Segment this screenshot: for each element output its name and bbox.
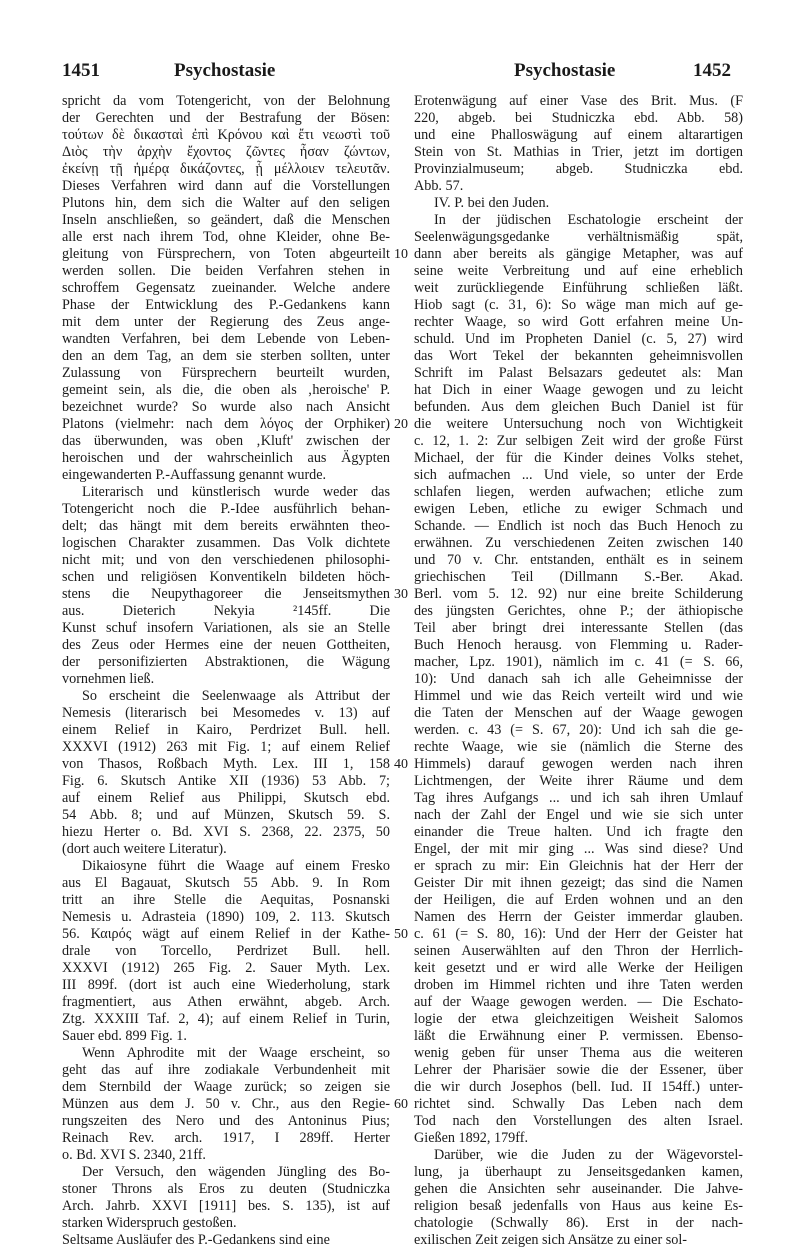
text-line: Der Versuch, den wägenden Jüngling des Bo- xyxy=(82,1164,390,1180)
left-column xyxy=(62,93,390,1249)
text-line: Schande. — Endlich ist noch das Buch Henoch zu xyxy=(414,518,743,534)
text-line: er sprach zu mir: Ein Gleichnis hat der Herr der xyxy=(414,858,743,874)
line-number: 30 xyxy=(394,587,408,602)
text-line: exilischen Zeit zeigen sich Ansätze zu einer sol- xyxy=(414,1232,688,1248)
text-line: drale von Torcello, Perdrizet Bull. hell. xyxy=(62,943,390,959)
text-line: aus El Bagauat, Skutsch 55 Abb. 9. In Rom xyxy=(62,875,390,891)
text-line: wandten Verfahren, bei dem Lebende von Leben- xyxy=(62,331,390,347)
text-line: ewigen Leben, etliche zu ewiger Schmach und xyxy=(414,501,743,517)
text-line: rechte Waage, wie sie (nämlich die Sterne des xyxy=(414,739,743,755)
text-line: Arch. Jahrb. XXVI [1911] bes. S. 135), ist auf xyxy=(62,1198,390,1214)
text-line: auf der Waage gewogen werden. — Die Eschato- xyxy=(414,994,743,1010)
page-number-right: 1452 xyxy=(693,60,731,81)
text-line: Teil aber bringt drei interessante Stellen (das xyxy=(414,620,743,636)
text-line: die weitere Untersuchung noch von Wichtigkeit xyxy=(414,416,743,432)
text-line: Abb. 57. xyxy=(414,178,464,194)
text-line: dem Sternbild der Waage zurück; so zeigen sie xyxy=(62,1079,390,1095)
page-number-left: 1451 xyxy=(62,60,100,81)
text-line: Fig. 6. Skutsch Antike XII (1936) 53 Abb. 7; xyxy=(62,773,390,789)
text-line: des Zeus oder Hermes eine der neuen Gottheiten, xyxy=(62,637,390,653)
text-line: richtet sind. Schwally Das Leben nach dem xyxy=(414,1096,743,1112)
text-line: den an dem Tag, an dem sie sterben sollten, unter xyxy=(62,348,390,364)
text-line: geht das auf ihre zodiakale Verbundenheit mit xyxy=(62,1062,390,1078)
text-line: gemeint sein, als die, die oben als ‚heroische' P. xyxy=(62,382,390,398)
text-line: griechischen Teil (Dillmann S.-Ber. Akad. xyxy=(414,569,743,585)
text-line: Lehrer der Pharisäer sowie die der Essener, über xyxy=(414,1062,743,1078)
right-column xyxy=(414,93,743,1249)
text-line: hiezu Herter o. Bd. XVI S. 2368, 22. 2375, 50 xyxy=(62,824,390,840)
text-line: Dikaiosyne führt die Waage auf einem Fresko xyxy=(82,858,390,874)
text-line: das überwunden, was oben ‚Kluft' zwischen der xyxy=(62,433,390,449)
text-line: schlafen liegen, werden aufwachen; etliche zum xyxy=(414,484,743,500)
text-line: Inseln anschließen, so geändert, daß die Menschen xyxy=(62,212,390,228)
text-line: keit gesetzt und er wird alle Werke der Heiligen xyxy=(414,960,743,976)
text-line: logischen Charakter zusammen. Das Volk dichtete xyxy=(62,535,390,551)
text-line: schuld. Und im Propheten Daniel (c. 5, 27) wird xyxy=(414,331,743,347)
text-line: Plutons hin, dem sich die Walter auf den seligen xyxy=(62,195,390,211)
text-line: vornehmen ließ. xyxy=(62,671,155,687)
line-number: 50 xyxy=(394,927,408,942)
text-line: eingewanderten P.-Auffassung genannt wurde. xyxy=(62,467,327,483)
text-line: Nemesis u. Adrasteia (1890) 109, 2. 113. Skutsch xyxy=(62,909,390,925)
text-line: Erotenwägung auf einer Vase des Brit. Mus. (F xyxy=(414,93,743,109)
text-line: Ztg. XXXIII Taf. 2, 4); auf einem Relief in Turin, xyxy=(62,1011,390,1027)
text-line: Darüber, wie die Juden zu der Wägevorstel- xyxy=(434,1147,743,1163)
text-line: stens die Neupythagoreer die Jenseitsmythen xyxy=(62,586,390,602)
text-line: Zulassung von Fürsprechern beurteilt wurden, xyxy=(62,365,390,381)
text-line: Provinzialmuseum; abgeb. Studniczka ebd. xyxy=(414,161,743,177)
text-line: Tod nach den Vorstellungen des alten Israel. xyxy=(414,1113,743,1129)
text-line: Nemesis (literarisch bei Mesomedes v. 13) auf xyxy=(62,705,390,721)
text-line: dann aber bereits als gängige Metapher, was auf xyxy=(414,246,743,262)
text-line: 54 Abb. 8; und auf Münzen, Skutsch 59. S. xyxy=(62,807,390,823)
text-line: bezeichnet wurde? So wurde also nach Ansicht xyxy=(62,399,390,415)
text-line: Seelenwägungsgedanke verhältnismäßig spät, xyxy=(414,229,743,245)
text-line: aus. Dieterich Nekyia ²145ff. Die xyxy=(62,603,390,619)
text-line: gleitung von Fürsprechern, von Toten abgeurteilt xyxy=(62,246,390,262)
text-line: c. 12, 1. 2: Zur selbigen Zeit wird der große Fürst xyxy=(414,433,743,449)
text-line: seine weite Verbreitung und auf eine erheblich xyxy=(414,263,743,279)
text-line: Tag ihres Aufgangs ... und ich sah ihren Umlauf xyxy=(414,790,743,806)
text-line: des jüngsten Gerichtes, ohne P.; der äthiopische xyxy=(414,603,743,619)
text-line: Platons (vielmehr: nach dem λόγος der Orphiker) xyxy=(62,416,390,432)
text-line: hat Dich in einer Waage gewogen und zu leicht xyxy=(414,382,743,398)
text-line: Gießen 1892, 179ff. xyxy=(414,1130,529,1146)
text-line: 10): Und danach sah ich alle Geheimnisse der xyxy=(414,671,743,687)
text-line: nicht mit; und von den verschiedenen philosophi- xyxy=(62,552,390,568)
text-line: rungszeiten des Nero und des Antoninus Pius; xyxy=(62,1113,390,1129)
text-line: Himmel und wie das Reich verteilt wird und wie xyxy=(414,688,743,704)
text-line: Seltsame Ausläufer des P.-Gedankens sind eine xyxy=(62,1232,330,1248)
text-line: Himmels) darauf gewogen werden nach ihren xyxy=(414,756,743,772)
text-line: τούτων δὲ δικασταὶ ἐπὶ Κρόνου καὶ ἔτι νεωστὶ τοῦ xyxy=(62,127,390,143)
text-line: und 70 v. Chr. entstanden, enthält es in seinem xyxy=(414,552,743,568)
text-line: schroffem Gegensatz zueinander. Welche andere xyxy=(62,280,390,296)
text-line: seinen Auserwählten auf den Thron der Herrlich- xyxy=(414,943,743,959)
text-line: Διὸς τὴν ἀρχὴν ἔχοντος ζῶντες ἦσαν ζώντων, xyxy=(62,144,390,160)
text-line: Berl. vom 5. 12. 92) nur eine breite Schilderung xyxy=(414,586,743,602)
text-line: schen und religiösen Konventikeln bildeten höch- xyxy=(62,569,390,585)
text-line: erwähnen. Zu verschiedenen Zeiten zwischen 140 xyxy=(414,535,743,551)
text-line: Reinach Rev. arch. 1917, I 289ff. Herter xyxy=(62,1130,390,1146)
text-line: droben im Himmel richten und ihre Taten werden xyxy=(414,977,743,993)
text-line: stoner Throns als Eros zu deuten (Studniczka xyxy=(62,1181,390,1197)
line-number: 40 xyxy=(394,757,408,772)
text-line: tritt an ihre Stelle die Aequitas, Posnanski xyxy=(62,892,390,908)
text-line: läßt die Erwähnung einer P. vermissen. Ebenso- xyxy=(414,1028,743,1044)
text-line: Sauer ebd. 899 Fig. 1. xyxy=(62,1028,187,1044)
text-line: starken Widerspruch gestoßen. xyxy=(62,1215,237,1231)
text-line: alle erst nach ihrem Tod, ohne Kleider, ohne Be- xyxy=(62,229,390,245)
text-line: Hiob sagt (c. 31, 6): So wäge man mich auf ge- xyxy=(414,297,743,313)
text-line: lung, ja überhaupt zu Jenseitsgedanken kamen, xyxy=(414,1164,743,1180)
text-line: rechter Waage, so wird Gott erfahren meine Un- xyxy=(414,314,743,330)
text-line: weit zurückliegende Einführung schließen läßt. xyxy=(414,280,743,296)
text-line: In der jüdischen Eschatologie erscheint der xyxy=(434,212,743,228)
text-line: Literarisch und künstlerisch wurde weder das xyxy=(82,484,390,500)
running-head-left: Psychostasie xyxy=(174,60,276,81)
text-line: macher, Lpz. 1901), nämlich im c. 41 (= S. 66, xyxy=(414,654,743,670)
text-line: befunden. Aus dem gleichen Buch Daniel ist für xyxy=(414,399,743,415)
text-line: 56. Καιρός wägt auf einem Relief in der Kathe- xyxy=(62,926,390,942)
text-line: delt; das hängt mit dem bereits erwähnten theo- xyxy=(62,518,390,534)
line-number: 10 xyxy=(394,247,408,262)
text-line: die wir durch Josephos (bell. Iud. II 154ff.) unter- xyxy=(414,1079,743,1095)
text-line: Münzen aus dem J. 50 v. Chr., aus den Regie- xyxy=(62,1096,390,1112)
text-line: Buch Henoch herausg. von Flemming u. Rader- xyxy=(414,637,743,653)
text-line: der Heiligen, die auf Erden wohnen und an den xyxy=(414,892,743,908)
text-line: Stein von St. Mathias in Trier, jetzt im dortigen xyxy=(414,144,743,160)
text-line: das Wort Tekel der bekannten geheimnisvollen xyxy=(414,348,743,364)
text-line: religion besaß jedenfalls von Haus aus keine Es- xyxy=(414,1198,743,1214)
text-line: III 899f. (dort ist auch eine Wiederholung, stark xyxy=(62,977,390,993)
text-line: auf einem Relief aus Philippi, Skutsch ebd. xyxy=(62,790,390,806)
text-line: sich aufmachen ... Und viele, so unter der Erde xyxy=(414,467,743,483)
text-line: fragmentiert, aus Athen erwähnt, abgeb. Arch. xyxy=(62,994,390,1010)
line-number: 60 xyxy=(394,1097,408,1112)
text-line: chatologie (Schwally 86). Erst in der nach- xyxy=(414,1215,743,1231)
text-line: Totengericht noch die P.-Idee ausführlich behan- xyxy=(62,501,390,517)
text-line: Geister Dir mit ihnen gezeigt; das sind die Namen xyxy=(414,875,743,891)
text-line: die Taten der Menschen auf der Waage gewogen xyxy=(414,705,743,721)
text-line: Wenn Aphrodite mit der Waage erscheint, so xyxy=(82,1045,390,1061)
text-line: und eine Phalloswägung auf einem altarartigen xyxy=(414,127,743,143)
text-line: o. Bd. XVI S. 2340, 21ff. xyxy=(62,1147,206,1163)
text-line: der personifizierten Abstraktionen, die Wägung xyxy=(62,654,390,670)
text-line: einem Relief in Kairo, Perdrizet Bull. hell. xyxy=(62,722,390,738)
text-line: Kunst schuf insofern Variationen, als sie an Stelle xyxy=(62,620,390,636)
text-line: nach der Zahl der Engel und wie sie sich unter xyxy=(414,807,743,823)
text-line: logie der etwa gleichzeitigen Weisheit Salomos xyxy=(414,1011,743,1027)
text-line: 220, abgeb. bei Studniczka ebd. Abb. 58) xyxy=(414,110,743,126)
text-line: werden. c. 43 (= S. 67, 20): Und ich sah die ge- xyxy=(414,722,743,738)
text-line: XXXVI (1912) 263 mit Fig. 1; auf einem Relief xyxy=(62,739,390,755)
text-line: XXXVI (1912) 265 Fig. 2. Sauer Myth. Lex. xyxy=(62,960,390,976)
running-head-right: Psychostasie xyxy=(514,60,616,81)
text-line: Michael, der für die Kinder deines Volks stehet, xyxy=(414,450,743,466)
text-line: einander die Treue halten. Und ich fragte den xyxy=(414,824,743,840)
text-line: gehen die Ansichten sehr auseinander. Die Jahve- xyxy=(414,1181,743,1197)
text-line: Dieses Verfahren wird dann auf die Vorstellungen xyxy=(62,178,390,194)
text-line: Lichtmengen, der Weite ihrer Räume und dem xyxy=(414,773,743,789)
text-line: der Gerechten und der Bestrafung der Bösen: xyxy=(62,110,390,126)
text-line: c. 61 (= S. 80, 16): Und der Herr der Geister hat xyxy=(414,926,743,942)
text-line: werden sollen. Die beiden Verfahren stehen in xyxy=(62,263,390,279)
text-line: (dort auch weitere Literatur). xyxy=(62,841,227,857)
text-line: von Thasos, Roßbach Myth. Lex. III 1, 158 xyxy=(62,756,390,772)
text-line: wenig geben für unser Thema aus die weiteren xyxy=(414,1045,743,1061)
text-line: heroischen und der wahrscheinlich aus Ägypten xyxy=(62,450,390,466)
text-line: IV. P. bei den Juden. xyxy=(434,195,550,211)
text-line: spricht da vom Totengericht, von der Belohnung xyxy=(62,93,390,109)
text-line: So erscheint die Seelenwaage als Attribut der xyxy=(82,688,390,704)
text-line: ἐκείνῃ τῇ ἡμέρᾳ δικάζοντες, ᾗ μέλλοιεν τελευτᾶν. xyxy=(62,161,390,177)
text-line: Engel, der mit mir ging ... Was sind diese? Und xyxy=(414,841,743,857)
line-number: 20 xyxy=(394,417,408,432)
text-line: mit dem unter der Regierung des Zeus ange- xyxy=(62,314,390,330)
text-line: Schrift im Palast Belsazars gedeutet als: Man xyxy=(414,365,743,381)
text-line: Namen des Herrn der Geister immerdar glauben. xyxy=(414,909,743,925)
text-line: Phase der Entwicklung des P.-Gedankens kann xyxy=(62,297,390,313)
